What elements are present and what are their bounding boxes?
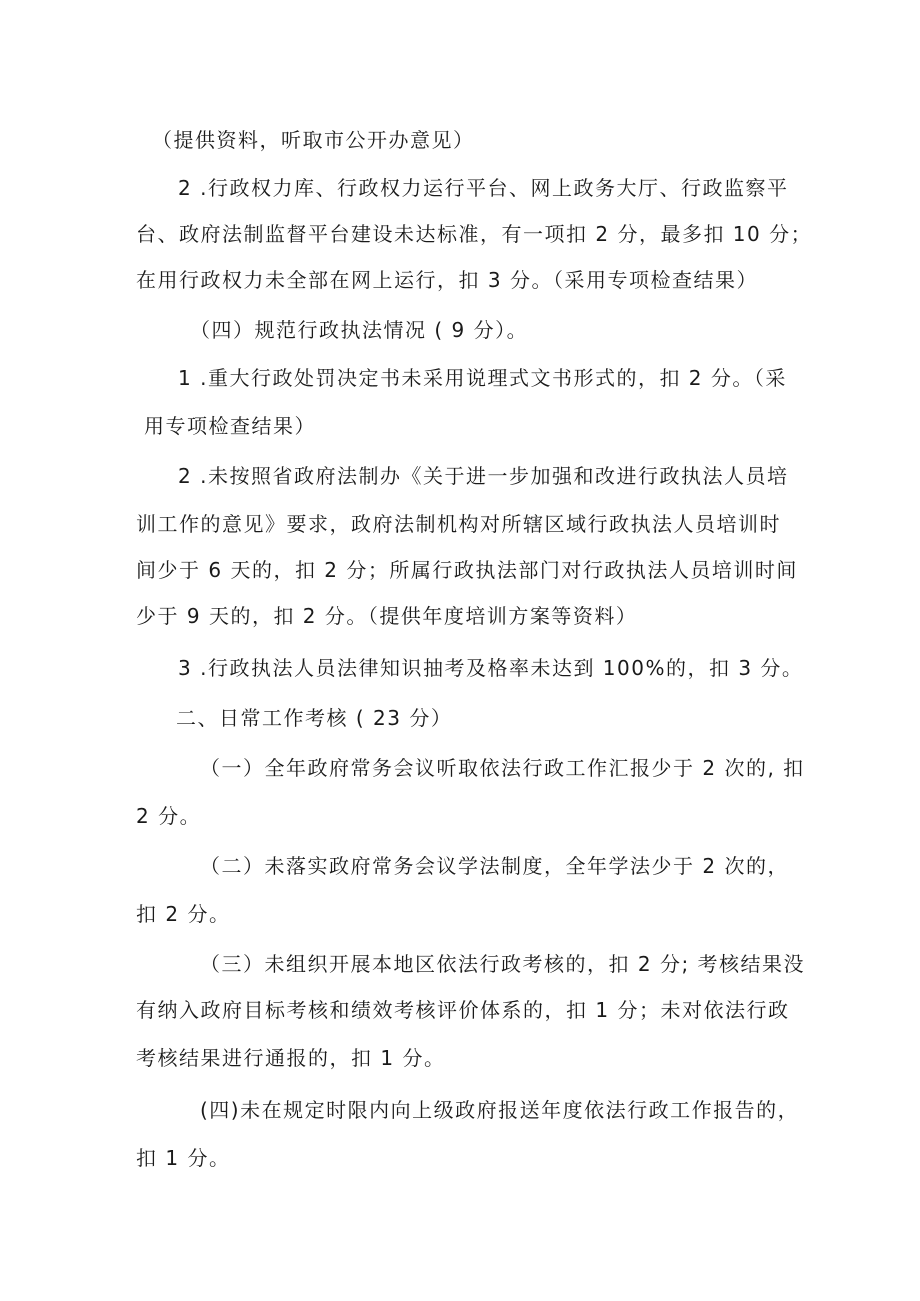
text-line: 用专项检查结果） — [144, 414, 316, 438]
text-line: 2 .行政权力库、行政权力运行平台、网上政务大厅、行政监察平 — [178, 176, 789, 200]
text-line: 1 .重大行政处罚决定书未采用说理式文书形式的，扣 2 分。（采 — [178, 366, 787, 390]
text-line: 2 分。 — [136, 804, 202, 828]
text-line: 间少于 6 天的，扣 2 分；所属行政执法部门对行政执法人员培训时间 — [136, 558, 798, 582]
text-line: （三）未组织开展本地区依法行政考核的，扣 2 分; 考核结果没 — [200, 952, 806, 976]
section-heading: 二、日常工作考核 ( 23 分） — [176, 706, 453, 730]
text-line: （二）未落实政府常务会议学法制度，全年学法少于 2 次的， — [200, 854, 789, 878]
section-heading: （四）规范行政执法情况 ( 9 分）。 — [190, 318, 529, 342]
text-line: 2 .未按照省政府法制办《关于进一步加强和改进行政执法人员培 — [178, 464, 789, 488]
text-line: 在用行政权力未全部在网上运行，扣 3 分。（采用专项检查结果） — [136, 268, 758, 292]
text-line: 训工作的意见》要求，政府法制机构对所辖区域行政执法人员培训时 — [136, 512, 781, 536]
text-line: (四)未在规定时限内向上级政府报送年度依法行政工作报告的， — [200, 1098, 800, 1122]
text-line: （提供资料，听取市公开办意见） — [152, 128, 475, 152]
text-line: 少于 9 天的，扣 2 分。（提供年度培训方案等资料） — [136, 604, 638, 628]
text-line: 有纳入政府目标考核和绩效考核评价体系的，扣 1 分；未对依法行政 — [136, 998, 790, 1022]
text-line: （一）全年政府常务会议听取依法行政工作汇报少于 2 次的, 扣 — [200, 756, 805, 780]
text-line: 台、政府法制监督平台建设未达标准，有一项扣 2 分，最多扣 10 分； — [136, 222, 813, 246]
text-line: 扣 1 分。 — [136, 1146, 231, 1170]
text-line: 扣 2 分。 — [136, 902, 231, 926]
text-line: 考核结果进行通报的，扣 1 分。 — [136, 1046, 446, 1070]
text-line: 3 .行政执法人员法律知识抽考及格率未达到 100%的，扣 3 分。 — [178, 656, 804, 680]
